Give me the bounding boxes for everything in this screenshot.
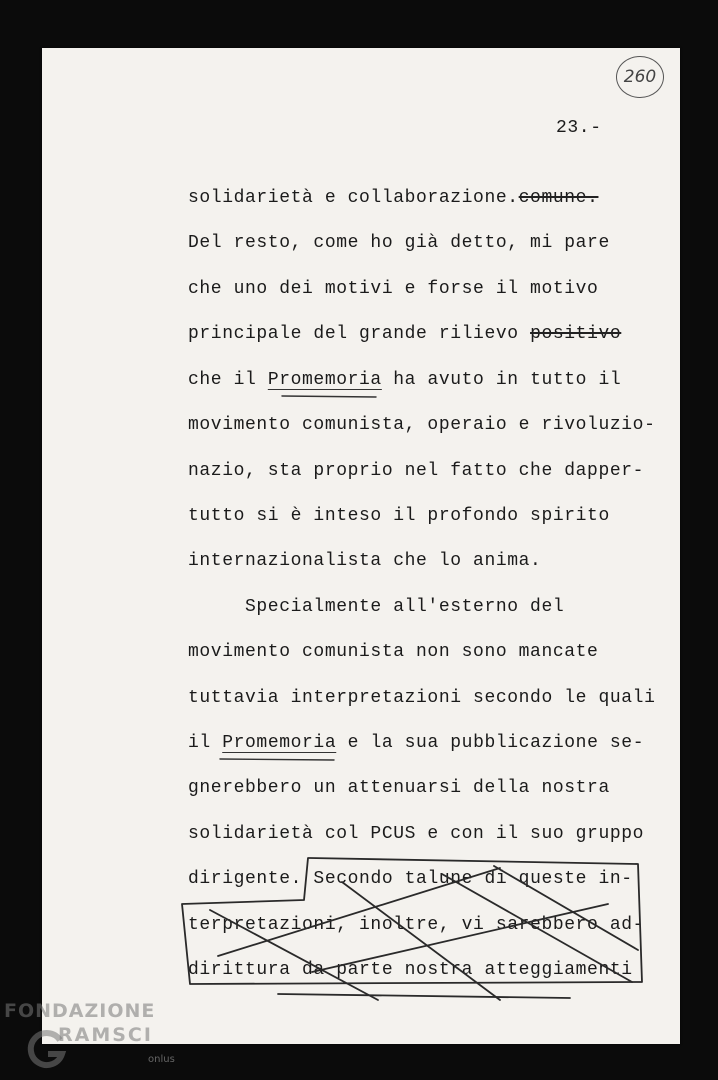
- text-line-11: movimento comunista non sono mancate: [188, 642, 599, 662]
- underline-stroke-2: [220, 759, 334, 760]
- archive-page-stamp: 260: [616, 56, 664, 98]
- text-line-7: nazio, sta proprio nel fatto che dapper-: [188, 461, 645, 481]
- text-line-13-end: e la sua pubblicazione se-: [336, 733, 645, 753]
- text-line-15: solidarietà col PCUS e con il suo gruppo: [188, 824, 645, 844]
- text-line-3: che uno dei motivi e forse il motivo: [188, 279, 599, 299]
- text-line-2: Del resto, come ho già detto, mi pare: [188, 233, 610, 253]
- page-number: 23.-: [556, 118, 602, 138]
- text-line-1-main: solidarietà e collaborazione.: [188, 188, 519, 208]
- text-line-14: gnerebbero un attenuarsi della nostra: [188, 778, 610, 798]
- text-line-1: [188, 185, 598, 211]
- text-line-16-start: dirigente.: [188, 869, 303, 889]
- text-line-16: [188, 866, 633, 892]
- text-line-5-start: che il: [188, 370, 268, 390]
- struck-word-positivo: positivo: [530, 324, 622, 344]
- struck-word-comune: comune.: [518, 188, 599, 208]
- text-line-18: dirittura da parte nostra atteggiamenti: [188, 960, 633, 980]
- watermark-line-2: RAMSCI: [58, 1024, 153, 1046]
- text-line-5-end: ha avuto in tutto il: [381, 370, 622, 390]
- text-line-17: terpretazioni, inoltre, vi sarebbero ad-: [188, 915, 645, 935]
- underlined-promemoria-2: Promemoria: [222, 733, 337, 753]
- watermark-line-1: FONDAZIONE: [4, 1000, 156, 1022]
- text-line-12: tuttavia interpretazioni secondo le quali: [188, 688, 656, 708]
- text-line-13: [188, 730, 644, 756]
- text-line-16-end: Secondo talune di queste in-: [302, 869, 633, 889]
- text-line-5: [188, 367, 621, 393]
- cross-stroke-7: [278, 994, 570, 998]
- text-line-8: tutto si è inteso il profondo spirito: [188, 506, 610, 526]
- text-line-13-start: il: [188, 733, 223, 753]
- text-line-6: movimento comunista, operaio e rivoluzio-: [188, 415, 656, 435]
- text-line-4: [188, 321, 621, 347]
- document-page: [42, 48, 680, 1044]
- text-line-9: internazionalista che lo anima.: [188, 551, 542, 571]
- watermark-line-3: onlus: [148, 1054, 175, 1065]
- foundation-watermark: [0, 1000, 200, 1080]
- underlined-promemoria: Promemoria: [267, 370, 382, 390]
- text-line-10: Specialmente all'esterno del: [188, 597, 565, 617]
- underline-stroke-1: [282, 396, 376, 397]
- text-line-4-main: principale del grande rilievo: [188, 324, 531, 344]
